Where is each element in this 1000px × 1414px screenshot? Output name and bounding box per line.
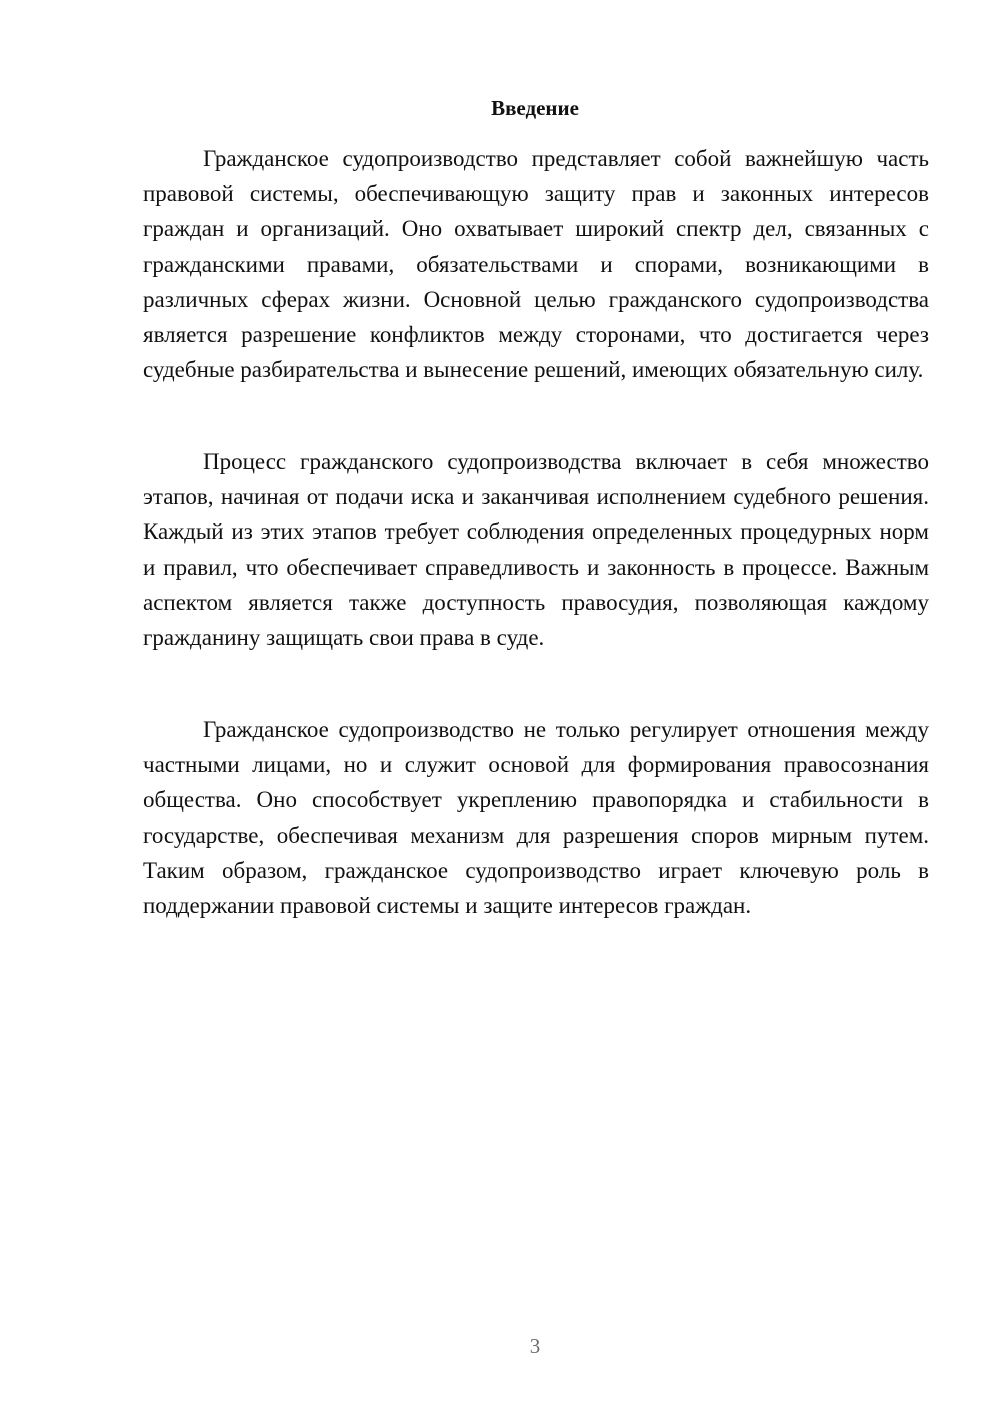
- section-heading: Введение: [491, 96, 579, 120]
- paragraph-2: Процесс гражданского судопроизводства включает в себя множество этапов, начиная от подачи иска и заканчивая исполнением судебного решения. Каждый из этих этапов требует соблюдения определенных процедурных норм и правил, что обеспечивает справедливость и законность в процессе. Важным аспектом является также доступность правосудия, позволяющая каждому гражданину защищать свои права в суде.: [143, 449, 929, 651]
- paragraph-1: Гражданское судопроизводство представляет собой важнейшую часть правовой системы, обеспечивающую защиту прав и законных интересов граждан и организаций. Оно охватывает широкий спектр дел, связанных с гражданскими правами, обязательствами и спорами, возникающими в различных сферах жизни. Основной целью гражданского судопроизводства является разрешение конфликтов между сторонами, что достигается через судебные разбирательства и вынесение решений, имеющих обязательную силу.: [143, 146, 929, 383]
- paragraph-3: Гражданское судопроизводство не только регулирует отношения между частными лицами, но и служит основой для формирования правосознания общества. Оно способствует укреплению правопорядка и стабильности в государстве, обеспечивая механизм для разрешения споров мирным путем. Таким образом, гражданское судопроизводство играет ключевую роль в поддержании правовой системы и защите интересов граждан.: [143, 717, 929, 919]
- page-number: 3: [529, 1334, 541, 1358]
